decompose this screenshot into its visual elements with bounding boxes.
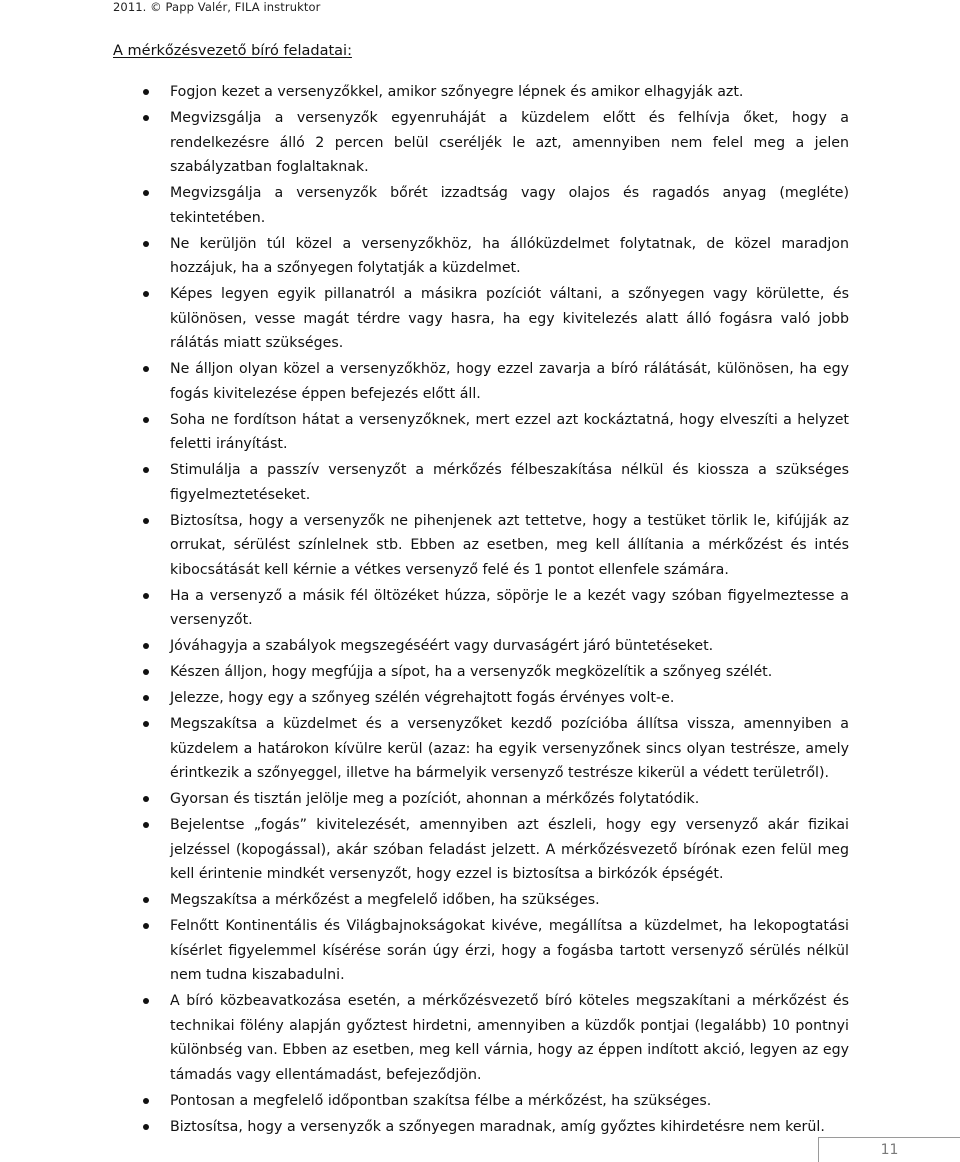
bullet-item bbox=[113, 181, 849, 230]
bullet-item bbox=[113, 232, 849, 281]
bullet-dot-icon bbox=[143, 417, 149, 423]
bullet-item bbox=[113, 106, 849, 180]
bullet-text: Felnőtt Kontinentális és Világbajnokságokat kivéve, megállítsa a küzdelmet, ha lekopogtatási kísérlet figyelemmel kísérése során úgy érzi, hogy a fogásba tartott versenyző sérülés nélkül nem tudna kiszabadulni. bbox=[170, 918, 849, 983]
bullet-item bbox=[113, 509, 849, 583]
bullet-text: Jóváhagyja a szabályok megszegéséért vagy durvaságért járó büntetéseket. bbox=[170, 638, 714, 654]
bullet-text: Készen álljon, hogy megfújja a sípot, ha a versenyzők megközelítik a szőnyeg szélét. bbox=[170, 664, 773, 680]
bullet-dot-icon bbox=[143, 190, 149, 196]
bullet-text: A bíró közbeavatkozása esetén, a mérkőzésvezető bíró köteles megszakítani a mérkőzést és technikai fölény alapján győztest hirdetni, amennyiben a küzdők pontjai (legalább) 10 pontnyi különbség van. Ebben az esetben, meg kell várnia, hogy az éppen indított akció, legyen az egy támadás vagy ellentámadást, befejeződjön. bbox=[170, 993, 849, 1083]
bullet-text: Megvizsgálja a versenyzők bőrét izzadtság vagy olajos és ragadós anyag (megléte) tekintetében. bbox=[170, 185, 849, 226]
bullet-dot-icon bbox=[143, 822, 149, 828]
bullet-text: Bejelentse „fogás” kivitelezését, amennyiben azt észleli, hogy egy versenyző akár fizikai jelzéssel (kopogással), akár szóban feladást jelzett. A mérkőzésvezető bírónak ezen felül meg kell érintenie mindkét versenyzőt, hogy ezzel is biztosítsa a birkózók épségét. bbox=[170, 817, 849, 882]
bullet-item bbox=[113, 282, 849, 356]
bullet-dot-icon bbox=[143, 643, 149, 649]
bullet-text: Megvizsgálja a versenyzők egyenruháját a küzdelem előtt és felhívja őket, hogy a rendelkezésre álló 2 percen belül cseréljék le azt, amennyiben nem felel meg a jelen szabályzatban foglaltaknak. bbox=[170, 110, 849, 175]
bullet-item bbox=[113, 408, 849, 457]
bullet-item bbox=[113, 888, 849, 913]
bullet-dot-icon bbox=[143, 366, 149, 372]
bullet-dot-icon bbox=[143, 695, 149, 701]
bullet-dot-icon bbox=[143, 291, 149, 297]
bullet-item bbox=[113, 80, 849, 105]
bullet-text: Megszakítsa a mérkőzést a megfelelő időben, ha szükséges. bbox=[170, 892, 600, 908]
page-number: 11 bbox=[880, 1142, 899, 1158]
bullet-item bbox=[113, 989, 849, 1087]
bullet-dot-icon bbox=[143, 593, 149, 599]
bullet-dot-icon bbox=[143, 115, 149, 121]
bullet-text: Stimulálja a passzív versenyzőt a mérkőzés félbeszakítása nélkül és kiossza a szükséges figyelmeztetéseket. bbox=[170, 462, 849, 503]
bullet-item bbox=[113, 660, 849, 685]
bullet-dot-icon bbox=[143, 897, 149, 903]
bullet-item bbox=[113, 634, 849, 659]
bullet-text: Ne álljon olyan közel a versenyzőkhöz, hogy ezzel zavarja a bíró rálátását, különösen, ha egy fogás kivitelezése éppen befejezés előtt áll. bbox=[170, 361, 849, 402]
bullet-text: Gyorsan és tisztán jelölje meg a pozíciót, ahonnan a mérkőzés folytatódik. bbox=[170, 791, 700, 807]
bullet-dot-icon bbox=[143, 1124, 149, 1130]
bullet-text: Ne kerüljön túl közel a versenyzőkhöz, ha állóküzdelmet folytatnak, de közel maradjon hozzájuk, ha a szőnyegen folytatják a küzdelmet. bbox=[170, 235, 849, 276]
bullet-item bbox=[113, 712, 849, 786]
bullet-item bbox=[113, 584, 849, 633]
bullet-item bbox=[113, 1115, 849, 1140]
bullet-item bbox=[113, 686, 849, 711]
bullet-dot-icon bbox=[143, 998, 149, 1004]
bullet-text: Biztosítsa, hogy a versenyzők a szőnyegen maradnak, amíg győztes kihirdetésre nem kerül. bbox=[170, 1118, 825, 1135]
page-header: 2011. © Papp Valér, FILA instruktor bbox=[113, 0, 321, 14]
bullet-dot-icon bbox=[143, 923, 149, 929]
bullet-item bbox=[113, 914, 849, 988]
bullet-item bbox=[113, 813, 849, 887]
bullet-text: Megszakítsa a küzdelmet és a versenyzőket kezdő pozícióba állítsa vissza, amennyiben a küzdelem a határokon kívülre kerül (azaz: ha egyik versenyzőnek sincs olyan testrésze, amely érintkezik a szőnyeggel, illetve ha bármelyik versenyző testrésze kikerül a védett területről). bbox=[170, 716, 849, 781]
bullet-text: Képes legyen egyik pillanatról a másikra pozíciót váltani, a szőnyegen vagy körülette, és különösen, vesse magát térdre vagy hasra, ha egy kivitelezés alatt álló fogásra való jobb rálátás miatt szükséges. bbox=[170, 286, 849, 351]
bullet-text: Fogjon kezet a versenyzőkkel, amikor szőnyegre lépnek és amikor elhagyják azt. bbox=[170, 84, 744, 100]
bullet-dot-icon bbox=[143, 241, 149, 247]
bullet-item bbox=[113, 357, 849, 406]
bullet-text: Jelezze, hogy egy a szőnyeg szélén végrehajtott fogás érvényes volt-e. bbox=[170, 690, 675, 706]
bullet-item bbox=[113, 1089, 849, 1114]
bullet-text: Biztosítsa, hogy a versenyzők ne pihenjenek azt tettetve, hogy a testüket törlik le, kifújják az orrukat, sérülést színlelnek stb. Ebben az esetben, meg kell állítania a mérkőzést és intés kibocsátását kell kérnie a vétkes versenyző felé és 1 pontot ellenfele számára. bbox=[170, 512, 849, 578]
bullet-item bbox=[113, 458, 849, 507]
bullet-dot-icon bbox=[143, 796, 149, 802]
bullet-dot-icon bbox=[143, 467, 149, 473]
bullet-dot-icon bbox=[143, 1098, 149, 1104]
bullet-dot-icon bbox=[143, 89, 149, 95]
section-title: A mérkőzésvezető bíró feladatai: bbox=[113, 43, 352, 59]
bullet-text: Pontosan a megfelelő időpontban szakítsa félbe a mérkőzést, ha szükséges. bbox=[170, 1092, 712, 1109]
page-number-box bbox=[818, 1137, 960, 1162]
bullet-text: Ha a versenyző a másik fél öltözéket húzza, söpörje le a kezét vagy szóban figyelmeztesse a versenyzőt. bbox=[170, 587, 849, 628]
bullet-list bbox=[113, 80, 849, 1141]
bullet-dot-icon bbox=[143, 721, 149, 727]
bullet-item bbox=[113, 787, 849, 812]
bullet-text: Soha ne fordítson hátat a versenyzőknek, mert ezzel azt kockáztatná, hogy elveszíti a helyzet feletti irányítást. bbox=[170, 411, 849, 452]
bullet-dot-icon bbox=[143, 518, 149, 524]
bullet-dot-icon bbox=[143, 669, 149, 675]
